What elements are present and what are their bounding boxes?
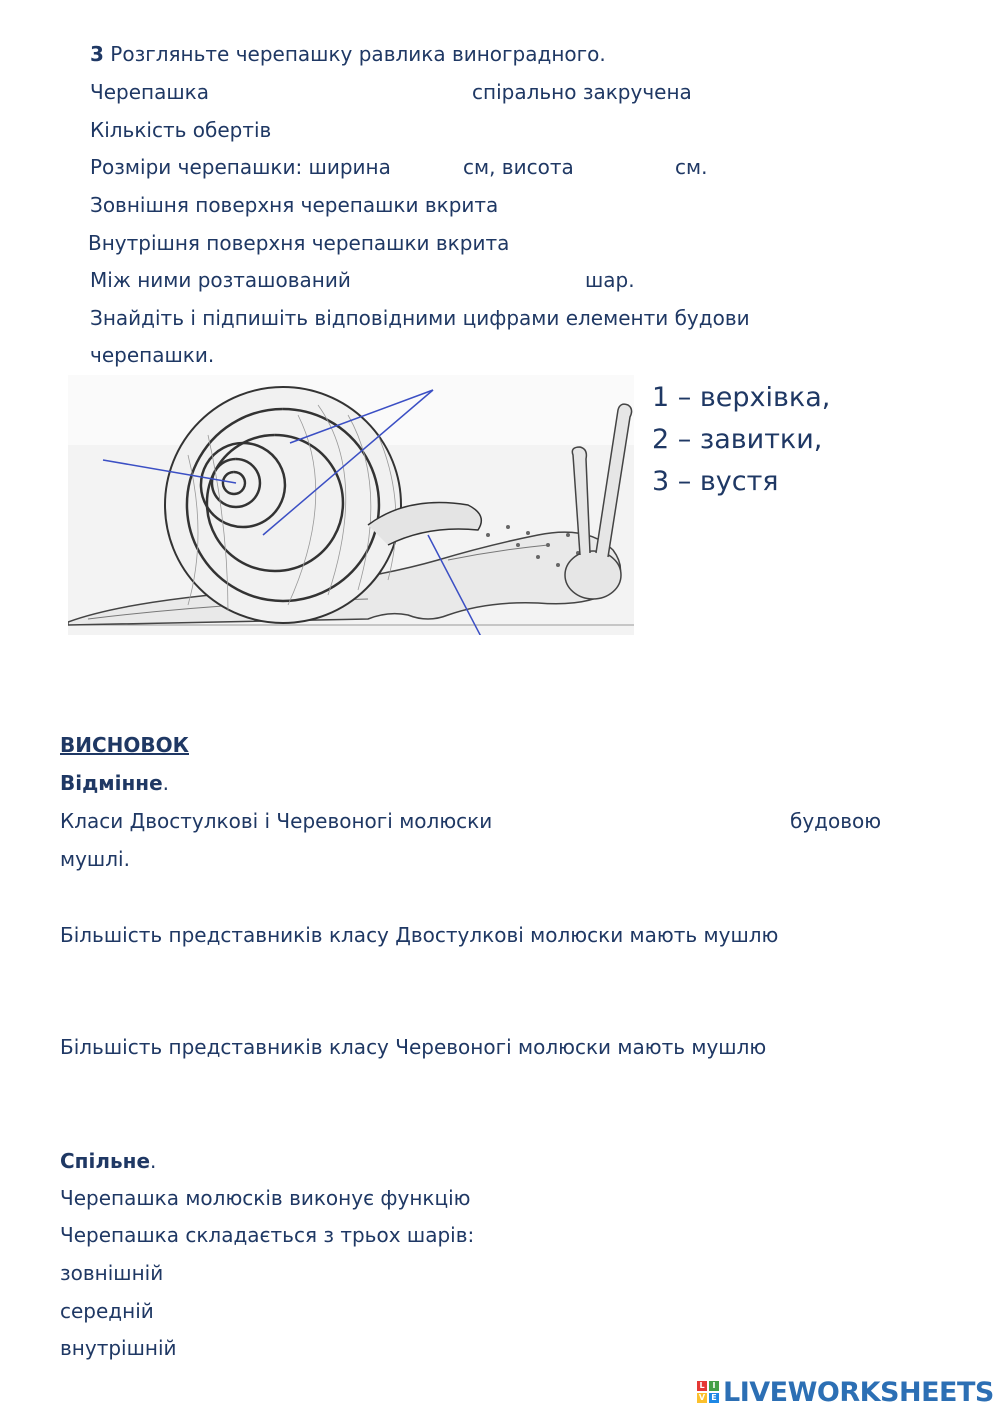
common-label: Спільне	[60, 1149, 151, 1173]
layer-inner: внутрішній	[60, 1336, 177, 1360]
task-number: 3	[90, 42, 104, 66]
snail-drawing	[68, 375, 634, 635]
instruction-line2: черепашки.	[90, 343, 215, 367]
inner-surface-label: Внутрішня поверхня черепашки вкрита	[88, 231, 510, 255]
liveworksheets-brand[interactable]	[697, 1376, 994, 1408]
layer-outer: зовнішній	[60, 1261, 164, 1285]
shell-layers-line: Черепашка складається з трьох шарів:	[60, 1223, 475, 1247]
task-title	[90, 41, 606, 67]
shell-size-label: Розміри черепашки: ширина	[90, 155, 391, 179]
logo-letter-v: V	[698, 1393, 706, 1402]
shell-word: мушлі.	[60, 847, 130, 871]
middle-layer-label: Між ними розташований	[90, 268, 351, 292]
common-dot: .	[150, 1149, 157, 1173]
brand-logo-icon	[697, 1381, 719, 1403]
shell-height-label: см, висота	[463, 155, 574, 179]
logo-letter-e: E	[709, 1393, 719, 1403]
classes-line-b: будовою	[790, 809, 882, 833]
task-title-text: Розгляньте черепашку равлика виноградного.	[103, 42, 606, 66]
bivalve-shell-line: Більшість представників класу Двостулкові молюски мають мушлю	[60, 923, 779, 947]
shell-line-spiral: спірально закручена	[472, 80, 692, 104]
common-heading	[60, 1148, 156, 1174]
gastropod-shell-line: Більшість представників класу Черевоногі молюски мають мушлю	[60, 1035, 767, 1059]
legend-whorls: 2 – завитки,	[652, 424, 823, 455]
shell-line-label: Черепашка	[90, 80, 209, 104]
turns-count-label: Кількість обертів	[90, 118, 272, 142]
difference-label: Відмінне	[60, 771, 163, 795]
layer-middle: середній	[60, 1299, 154, 1323]
classes-line-a: Класи Двостулкові і Черевоногі молюски	[60, 809, 493, 833]
instruction-line1: Знайдіть і підпишіть відповідними цифрами елементи будови	[90, 306, 750, 330]
logo-letter-i: I	[709, 1381, 719, 1391]
difference-dot: .	[162, 771, 170, 795]
shell-height-unit: см.	[675, 155, 708, 179]
legend-aperture: 3 – вустя	[652, 466, 779, 497]
shell-function-line: Черепашка молюсків виконує функцію	[60, 1186, 471, 1210]
conclusion-heading: ВИСНОВОК	[60, 733, 189, 757]
legend-apex: 1 – верхівка,	[652, 382, 831, 413]
brand-name: LIVEWORKSHEETS	[723, 1376, 994, 1408]
difference-heading	[60, 770, 169, 796]
logo-letter-l: L	[697, 1381, 707, 1391]
middle-layer-suffix: шар.	[585, 268, 635, 292]
outer-surface-label: Зовнішня поверхня черепашки вкрита	[90, 193, 499, 217]
snail-illustration	[68, 375, 634, 635]
